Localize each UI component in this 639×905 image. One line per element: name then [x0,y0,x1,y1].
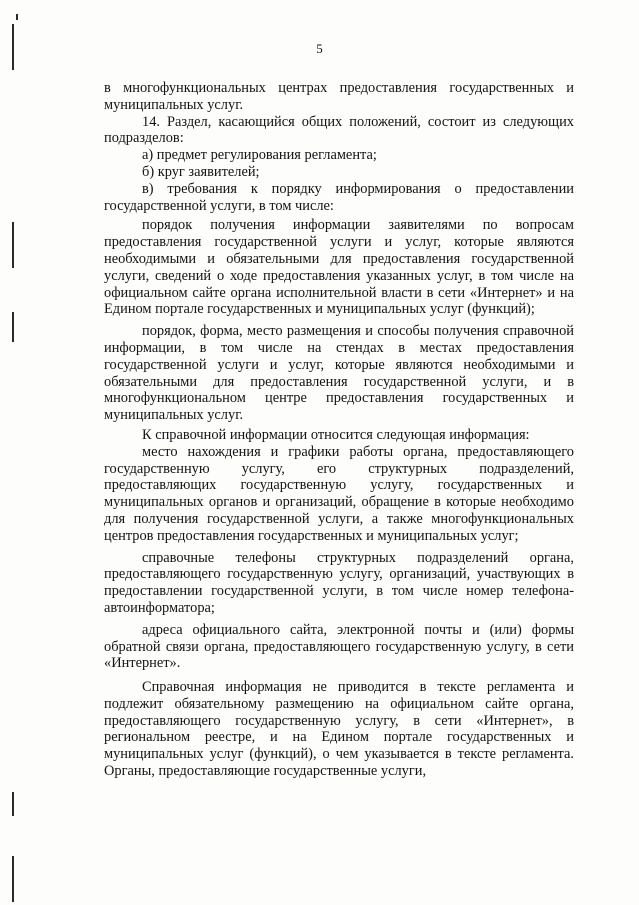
paragraph: справочные телефоны структурных подразделений органа, предоставляющего государственную услугу, организаций, участвующих в предоставлении государственной услуги, в том числе номер телефона-автоинформатора; [104,549,574,616]
paragraph: 14. Раздел, касающийся общих положений, состоит из следующих подразделов: [104,113,574,147]
paragraph: адреса официального сайта, электронной почты и (или) формы обратной связи органа, предоставляющего государственную услугу, в сети «Интернет». [104,621,574,672]
document-body [104,80,574,780]
scan-mark [16,14,18,20]
paragraph: К справочной информации относится следующая информация: [142,426,530,443]
list-item: а) предмет регулирования регламента; [142,147,377,164]
paragraph: в многофункциональных центрах предоставления государственных и муниципальных услуг. [104,80,574,113]
paragraph: место нахождения и графики работы органа, предоставляющего государственную услугу, его структурных подразделений, предоставляющих государственную услугу, государственных и муниципальных органов и организаций, обращение в которые необходимо для получения государственной услуги, а также многофункциональных центров предоставления государственных и муниципальных услуг; [104,443,574,544]
paragraph: Справочная информация не приводится в тексте регламента и подлежит обязательному размещению на официальном сайте органа, предоставляющего государственную услугу, в сети «Интернет», в региональном реестре, и на Едином портале государственных и муниципальных услуг (функций), о чем указывается в тексте регламента. Органы, предоставляющие государственные услуги, [104,679,574,780]
paragraph: порядок, форма, место размещения и способы получения справочной информации, в том числе на стендах в местах предоставления государственной услуги и услуг, которые являются необходимыми и обязательными для предоставления государственной услуги, и в многофункциональном центре предоставления государственных и муниципальных услуг. [104,323,574,424]
list-item: б) круг заявителей; [142,163,260,180]
page-number: 5 [316,41,323,56]
scan-mark [12,856,14,902]
scan-mark [12,792,14,816]
scan-mark [12,222,14,268]
scan-mark [12,312,14,342]
list-item: в) требования к порядку информирования о предоставлении государственной услуги, в том числе: [104,180,574,214]
paragraph: порядок получения информации заявителями по вопросам предоставления государственной услуги и услуг, которые являются необходимыми и обязательными для предоставления государственной услуги, сведений о ходе предоставления указанных услуг, в том числе на официальном сайте органа исполнительной власти в сети «Интернет» и на Едином портале государственных и муниципальных услуг (функций); [104,217,574,318]
